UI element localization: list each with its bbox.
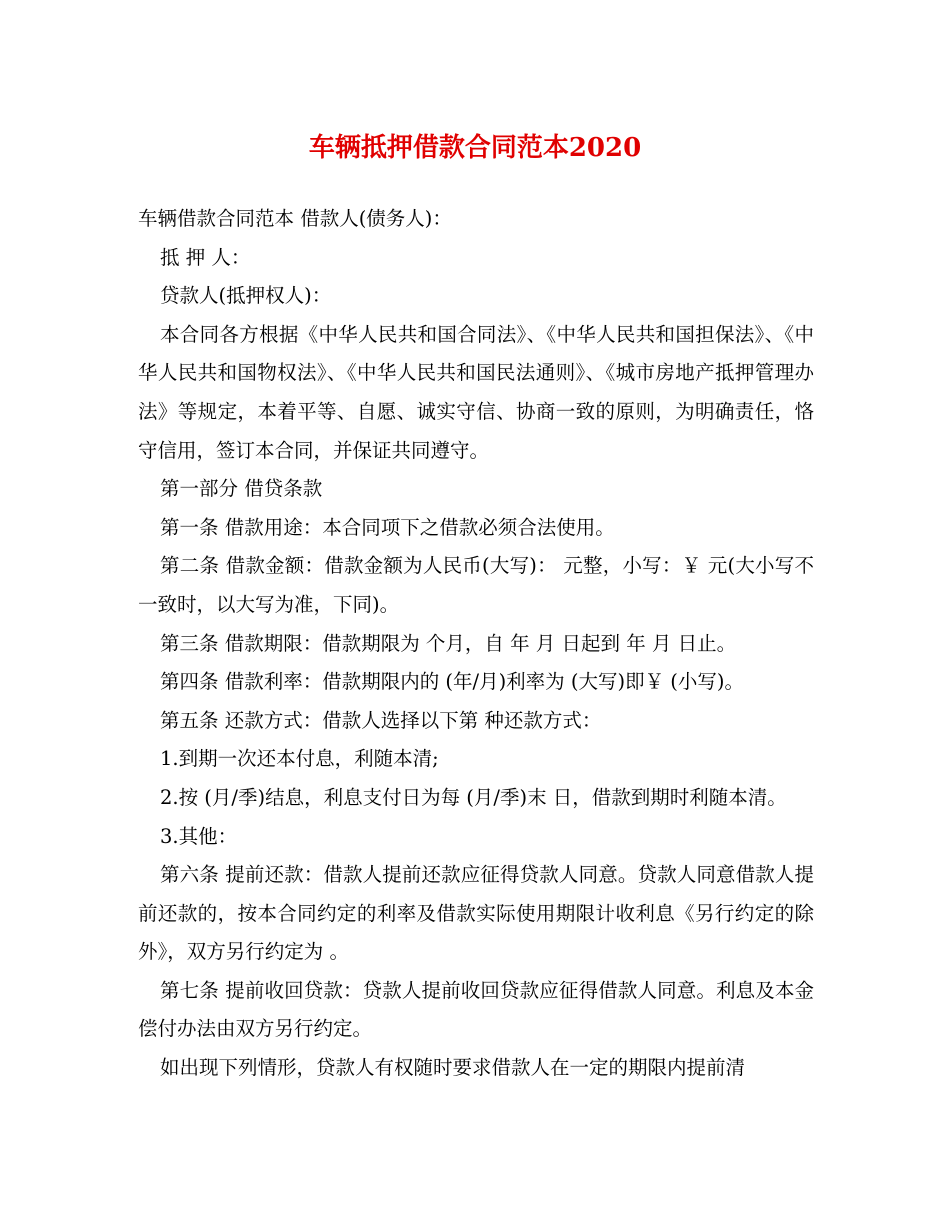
article-1: 第一条 借款用途：本合同项下之借款必须合法使用。 (160, 515, 615, 539)
paragraph-lender: 贷款人(抵押权人)： (160, 284, 332, 308)
article-4: 第四条 借款利率：借款期限内的 (年/月)利率为 (大写)即￥ (小写)。 (160, 670, 745, 694)
paragraph-header-borrower: 车辆借款合同范本 借款人(债务人)： (138, 207, 452, 230)
paragraph-mortgagor: 抵 押 人： (160, 245, 251, 269)
repayment-option-3: 3.其他： (160, 824, 238, 848)
document-title: 车辆抵押借款合同范本2020 (308, 133, 642, 163)
section-heading-part-one: 第一部分 借贷条款 (160, 477, 323, 501)
article-3: 第三条 借款期限：借款期限为 个月，自 年 月 日起到 年 月 日止。 (160, 631, 737, 655)
document-body (138, 200, 814, 1088)
article-2: 第二条 借款金额：借款金额为人民币(大写)： 元整，小写：￥ 元(大小写不一致时，以大写为准，下同)。 (138, 554, 814, 616)
paragraph-preamble: 本合同各方根据《中华人民共和国合同法》、《中华人民共和国担保法》、《中华人民共和国物权法》、《中华人民共和国民法通则》、《城市房地产抵押管理办法》等规定，本着平等、自愿、诚实守信、协商一致的原则，为明确责任，恪守信用，签订本合同，并保证共同遵守。 (138, 322, 814, 462)
article-7: 第七条 提前收回贷款：贷款人提前收回贷款应征得借款人同意。利息及本金偿付办法由双方另行约定。 (138, 978, 814, 1041)
article-6: 第六条 提前还款：借款人提前还款应征得贷款人同意。贷款人同意借款人提前还款的，按本合同约定的利率及借款实际使用期限计收利息《另行约定的除外》，双方另行约定为 。 (138, 863, 814, 964)
repayment-option-1: 1.到期一次还本付息，利随本清; (160, 747, 439, 771)
paragraph-early-recall-conditions: 如出现下列情形，贷款人有权随时要求借款人在一定的期限内提前清 (160, 1056, 746, 1080)
repayment-option-2: 2.按 (月/季)结息，利息支付日为每 (月/季)末 日，借款到期时利随本清。 (160, 785, 787, 809)
article-5: 第五条 还款方式：借款人选择以下第 种还款方式： (160, 708, 602, 732)
